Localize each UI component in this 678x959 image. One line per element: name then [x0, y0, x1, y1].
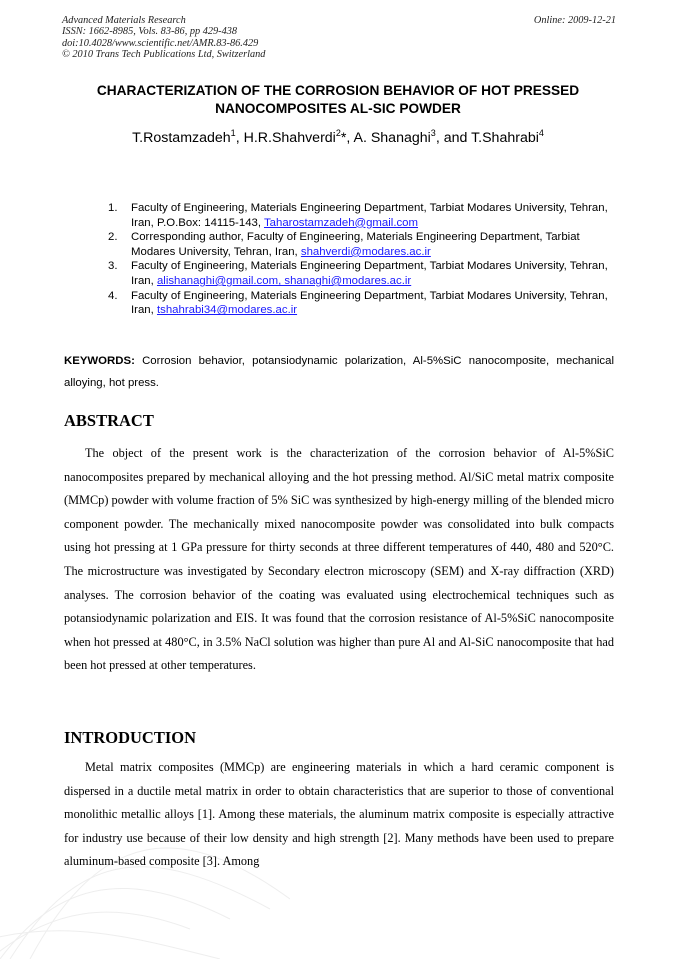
author-name: T.Shahrabi [471, 130, 539, 146]
author-affil-number: 1 [230, 128, 236, 138]
keywords-text: Corrosion behavior, potansiodynamic polarization, Al-5%SiC nanocomposite, mechanical alloying, hot press. [64, 355, 614, 389]
copyright-line: © 2010 Trans Tech Publications Ltd, Switzerland [62, 49, 266, 61]
author-list [62, 130, 614, 146]
author-separator: *, [340, 130, 354, 146]
journal-header [62, 15, 616, 61]
email-link[interactable]: tshahrabi34@modares.ac.ir [156, 304, 298, 317]
email-link[interactable]: alishanaghi@gmail.com, shanaghi@modares.ac.ir [156, 274, 412, 287]
author-separator: , [235, 130, 244, 146]
introduction-heading: INTRODUCTION [64, 728, 197, 747]
email-link[interactable]: shahverdi@modares.ac.ir [300, 245, 431, 258]
affiliation-number: 4. [108, 289, 118, 302]
author-name: H.R.Shahverdi [243, 130, 336, 146]
affiliation-item [108, 289, 616, 318]
affiliation-text: Faculty of Engineering, Materials Engineering Department, Tarbiat Modares University, Tehran, Iran, [131, 260, 608, 287]
affiliation-text: Corresponding author, Faculty of Engineering, Materials Engineering Department, Tarbiat Modares University, Tehran, Iran, [131, 231, 580, 258]
keywords-block [64, 350, 614, 394]
affiliation-number: 1. [108, 202, 118, 214]
introduction-paragraph: Metal matrix composites (MMCp) are engineering materials in which a hard ceramic component is dispersed in a ductile metal matrix in order to obtain characteristics that are superior to those of conventional monolithic metallic alloys [1]. Among these materials, the aluminum matrix composite is especially attractive for industry use because of their low density and high strength [2]. Many methods have been used to prepare aluminum-based composite [3]. Among [64, 760, 614, 869]
online-date: Online: 2009-12-21 [533, 15, 616, 26]
abstract-heading: ABSTRACT [64, 411, 154, 430]
affiliation-item [108, 201, 616, 230]
affiliation-text: Faculty of Engineering, Materials Engineering Department, Tarbiat Modares University, Tehran, Iran, P.O.Box: 14115-143, [131, 202, 608, 229]
paper-title: CHARACTERIZATION OF THE CORROSION BEHAVIOR OF HOT PRESSED NANOCOMPOSITES AL-SIC POWDER [96, 83, 580, 116]
affiliation-number: 3. [108, 260, 118, 273]
affiliation-text: Faculty of Engineering, Materials Engineering Department, Tarbiat Modares University, Tehran, Iran, [131, 289, 608, 317]
author-affil-number: 2 [335, 128, 341, 138]
doi-line: doi:10.4028/www.scientific.net/AMR.83-86.429 [62, 37, 259, 49]
abstract-paragraph: The object of the present work is the characterization of the corrosion behavior of Al-5%SiC nanocomposites prepared by mechanical alloying and the hot pressing method. Al/SiC metal matrix composite (MMCp) powder with volume fraction of 5% SiC was synthesized by high-energy milling of the blended micro component powder. The mechanically mixed nanocomposite powder was consolidated into bulk compacts using hot pressing at 1 GPa pressure for thirty seconds at three different temperatures of 440, 480 and 520°C. The microstructure was investigated by Secondary electron microscopy (SEM) and X-ray diffraction (XRD) analyses. The corrosion behavior of the coating was evaluated using electrochemical techniques such as potansiodynamic polarization and EIS. It was found that the corrosion resistance of Al-5%SiC nanocomposite when hot pressed at 480°C, in 3.5% NaCl solution was higher than pure Al and Al-SiC nanocomposite that had been hot pressed at other temperatures. [64, 446, 614, 673]
journal-name: Advanced Materials Research [62, 15, 186, 26]
email-link[interactable]: Taharostamzadeh@gmail.com [263, 216, 418, 229]
issn-line: ISSN: 1662-8985, Vols. 83-86, pp 429-438 [62, 26, 238, 38]
affiliation-number: 2. [108, 231, 118, 244]
author-name: A. Shanaghi [353, 130, 431, 146]
affiliation-item [108, 230, 616, 259]
author-affil-number: 4 [538, 128, 544, 138]
author-separator: , and [435, 130, 472, 146]
author-affil-number: 3 [430, 128, 436, 138]
affiliation-item [108, 259, 616, 288]
author-name: T.Rostamzadeh [132, 130, 231, 146]
keywords-label: KEYWORDS: [64, 355, 135, 367]
affiliation-list [108, 201, 616, 318]
